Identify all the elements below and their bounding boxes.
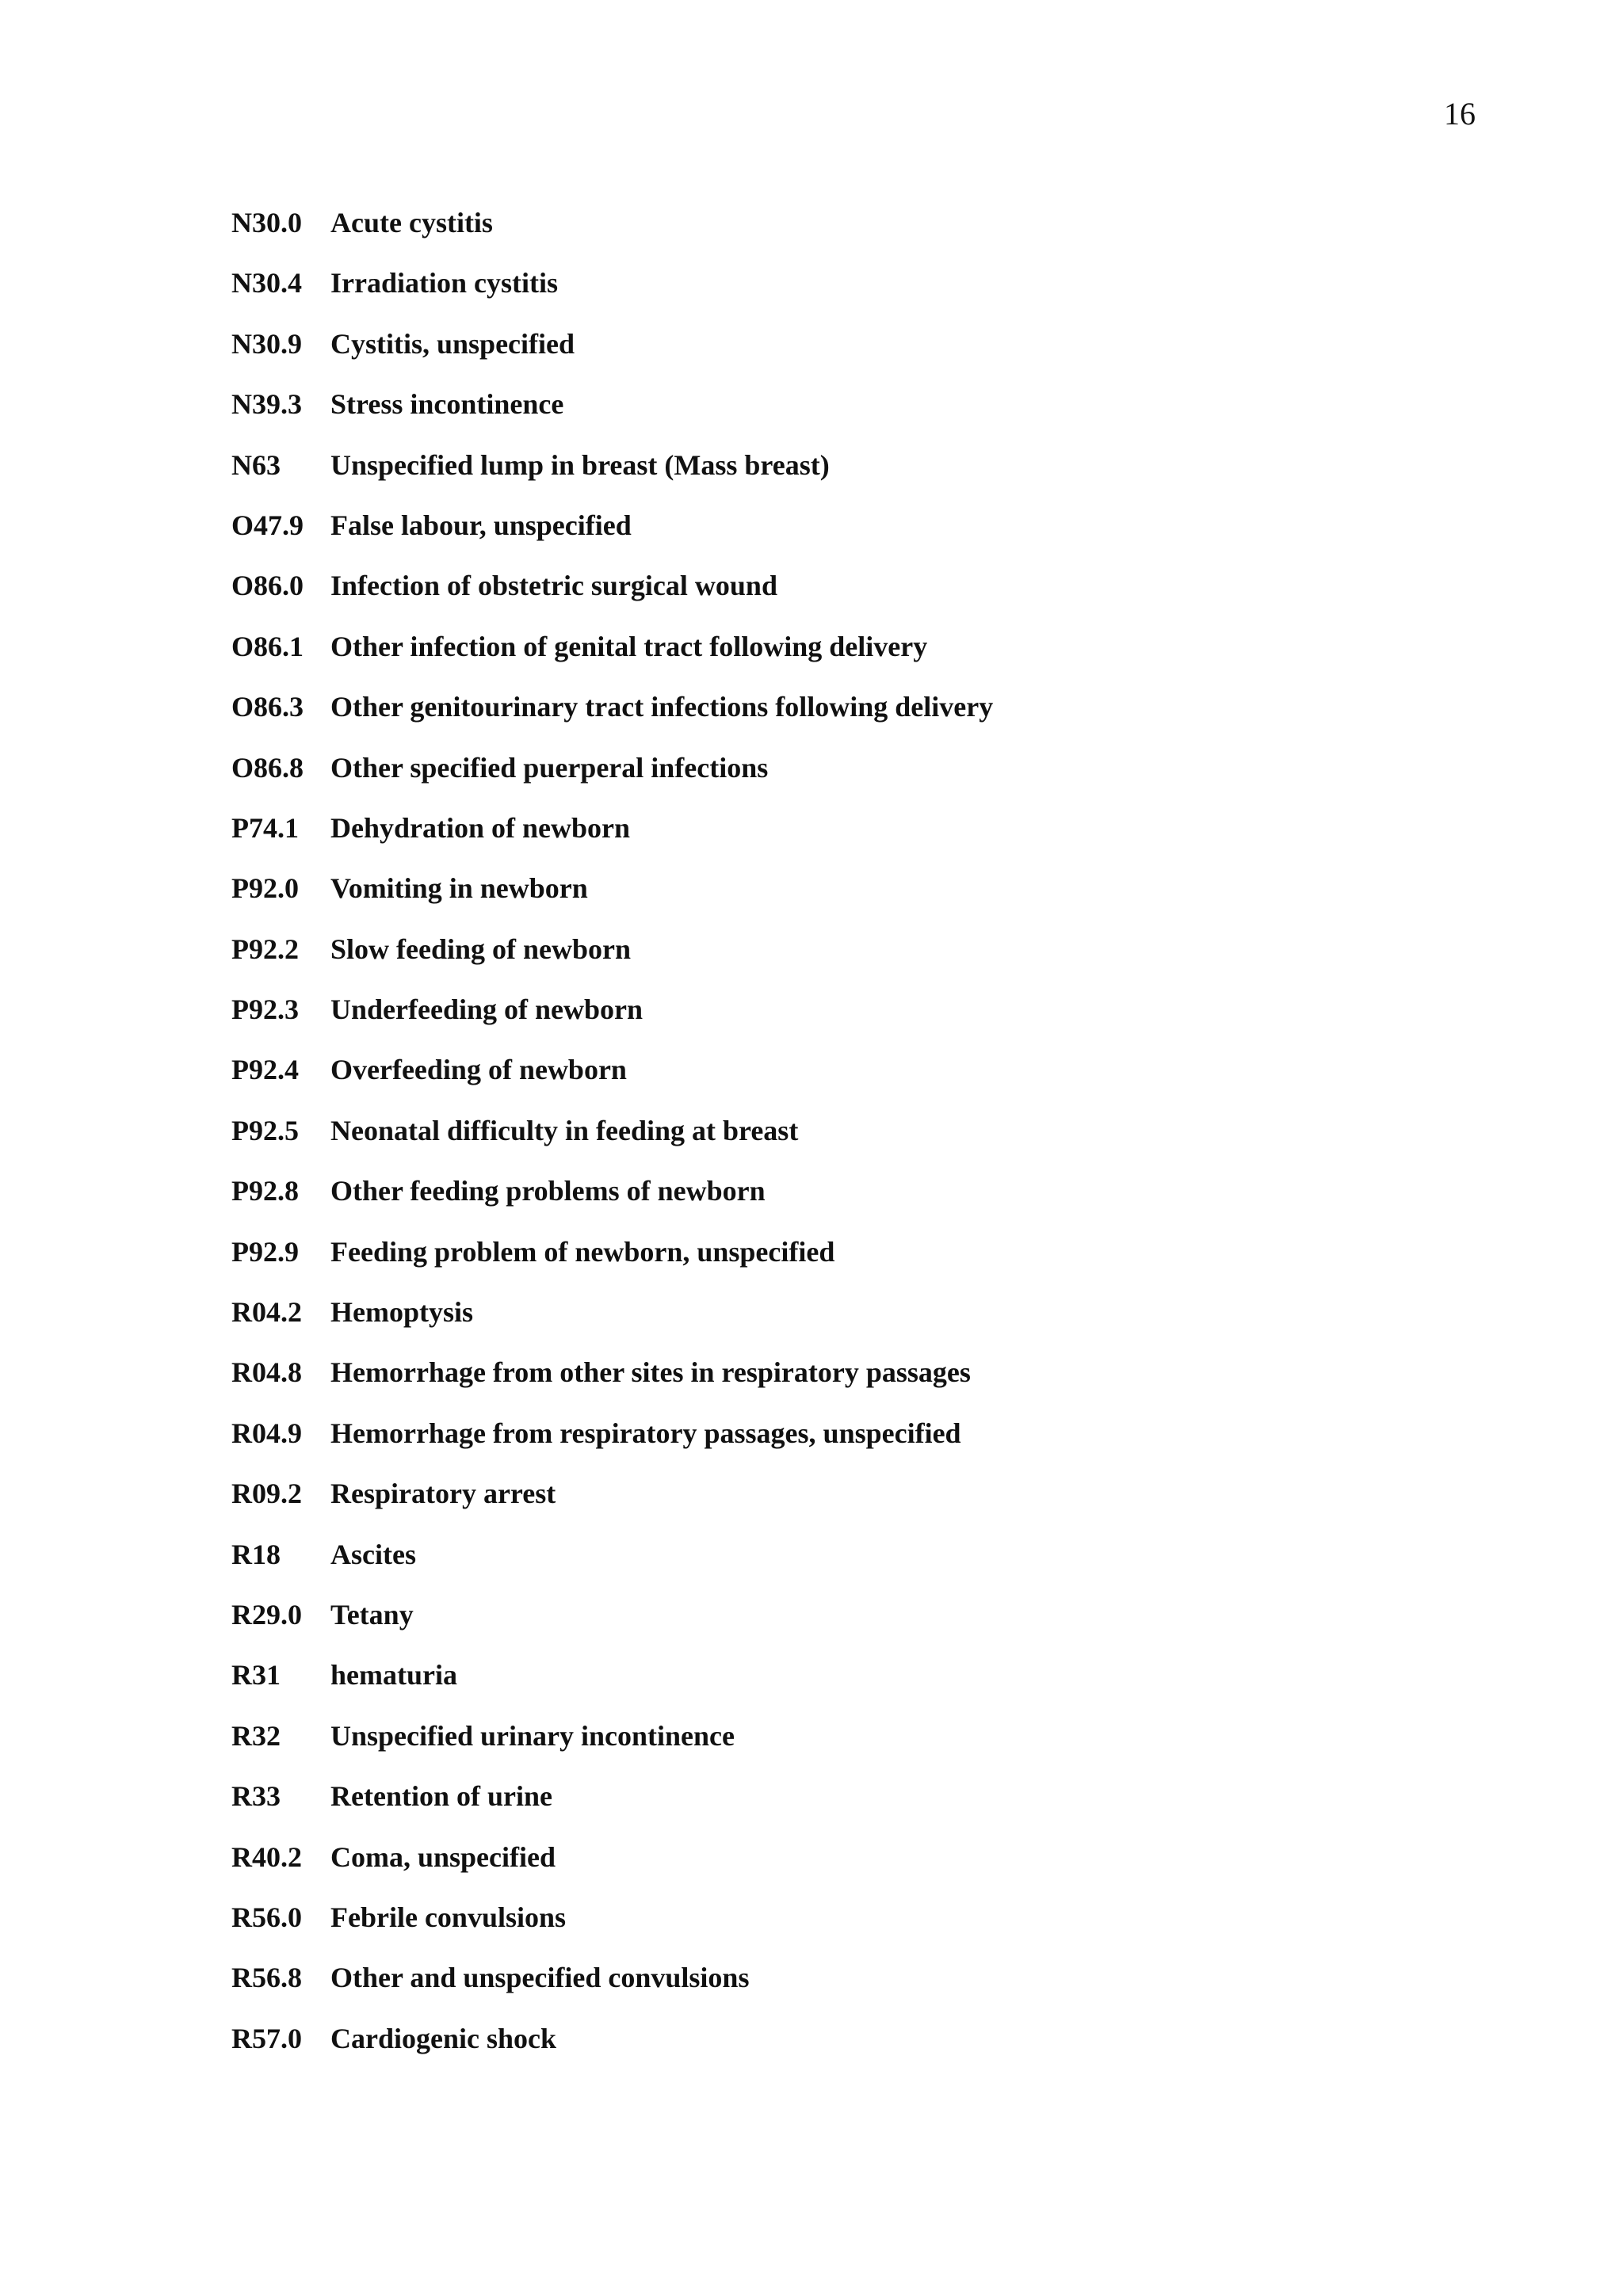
diagnosis-description: Hemoptysis [330,1296,473,1329]
list-item [231,448,993,509]
diagnosis-description: Unspecified lump in breast (Mass breast) [330,448,830,481]
list-item [231,1477,993,1537]
list-item [231,1538,993,1598]
diagnosis-description: Dehydration of newborn [330,811,631,844]
list-item [231,1719,993,1779]
list-item [231,690,993,750]
diagnosis-code: R57.0 [231,2022,302,2054]
list-item [231,751,993,811]
list-item [231,1901,993,1961]
diagnosis-code: P92.0 [231,872,299,905]
list-item [231,630,993,690]
list-item [231,266,993,326]
diagnosis-description: Respiratory arrest [330,1478,556,1510]
diagnosis-description: Febrile convulsions [330,1901,567,1933]
list-item [231,1779,993,1840]
diagnosis-code: O47.9 [231,509,304,541]
list-item [231,569,993,629]
diagnosis-code: O86.8 [231,751,304,784]
diagnosis-description: Other genitourinary tract infections following delivery [330,691,994,723]
diagnosis-description: Other specified puerperal infections [330,751,769,784]
diagnosis-description: Coma, unspecified [330,1840,556,1873]
list-item [231,1356,993,1416]
diagnosis-description: Other and unspecified convulsions [330,1962,750,1994]
list-item [231,871,993,932]
diagnosis-code: R56.0 [231,1901,302,1933]
diagnosis-description: Cystitis, unspecified [330,327,575,360]
diagnosis-description: Overfeeding of newborn [330,1054,627,1086]
diagnosis-code: R04.2 [231,1296,302,1329]
diagnosis-description: Tetany [330,1598,414,1630]
diagnosis-code: R04.9 [231,1417,302,1449]
diagnosis-description: Other feeding problems of newborn [330,1175,766,1207]
diagnosis-code: O86.3 [231,691,304,723]
diagnosis-code: R09.2 [231,1478,302,1510]
diagnosis-code: R33 [231,1780,281,1813]
diagnosis-code: O86.1 [231,630,304,662]
diagnosis-code: N30.0 [231,207,302,238]
list-item [231,1235,993,1295]
list-item [231,327,993,387]
list-item [231,1598,993,1658]
list-item [231,1114,993,1174]
diagnosis-code: N39.3 [231,388,302,421]
diagnosis-description: Slow feeding of newborn [330,933,632,965]
diagnosis-description: Stress incontinence [330,388,564,421]
diagnosis-description: Neonatal difficulty in feeding at breast [330,1114,799,1146]
diagnosis-description: Feeding problem of newborn, unspecified [330,1235,835,1268]
list-item [231,1174,993,1234]
diagnosis-description: Cardiogenic shock [330,2022,557,2054]
diagnosis-description: Infection of obstetric surgical wound [330,570,777,602]
list-item [231,1961,993,2021]
diagnosis-code: P74.1 [231,811,299,844]
diagnosis-description: Acute cystitis [330,207,493,238]
diagnosis-code: R32 [231,1719,281,1752]
list-item [231,993,993,1053]
diagnosis-description: Hemorrhage from other sites in respiratory passages [330,1356,971,1389]
diagnosis-code: P92.2 [231,933,299,965]
list-item [231,1417,993,1477]
diagnosis-description: Other infection of genital tract following delivery [330,630,928,662]
list-item [231,509,993,569]
diagnosis-description: False labour, unspecified [330,509,632,541]
diagnosis-description: Irradiation cystitis [330,267,558,299]
diagnosis-code: R31 [231,1659,281,1691]
diagnosis-code: N30.4 [231,267,302,299]
diagnosis-code: P92.8 [231,1175,299,1207]
diagnosis-code: R29.0 [231,1598,302,1630]
list-item [231,1295,993,1356]
diagnosis-description: hematuria [330,1659,457,1691]
diagnosis-description: Underfeeding of newborn [330,994,643,1026]
diagnosis-description: Ascites [330,1538,416,1570]
list-item [231,933,993,993]
page-number: 16 [1444,96,1476,132]
diagnosis-code: P92.9 [231,1235,299,1268]
diagnosis-description: Unspecified urinary incontinence [330,1719,735,1752]
diagnosis-code: P92.3 [231,994,299,1026]
diagnosis-description: Retention of urine [330,1780,552,1813]
list-item [231,206,993,266]
diagnosis-code: N63 [231,448,281,481]
diagnosis-code: R18 [231,1538,281,1570]
diagnosis-description: Vomiting in newborn [330,872,588,905]
diagnosis-code: R04.8 [231,1356,302,1389]
diagnosis-code-list [231,206,993,2082]
list-item [231,1053,993,1113]
list-item [231,387,993,448]
diagnosis-code: R56.8 [231,1962,302,1994]
list-item [231,1840,993,1901]
diagnosis-description: Hemorrhage from respiratory passages, unspecified [330,1417,961,1449]
list-item [231,811,993,871]
diagnosis-code: P92.4 [231,1054,299,1086]
list-item [231,2022,993,2082]
diagnosis-code: P92.5 [231,1114,299,1146]
list-item [231,1658,993,1718]
diagnosis-code: N30.9 [231,327,302,360]
diagnosis-code: R40.2 [231,1840,302,1873]
diagnosis-code: O86.0 [231,570,304,602]
